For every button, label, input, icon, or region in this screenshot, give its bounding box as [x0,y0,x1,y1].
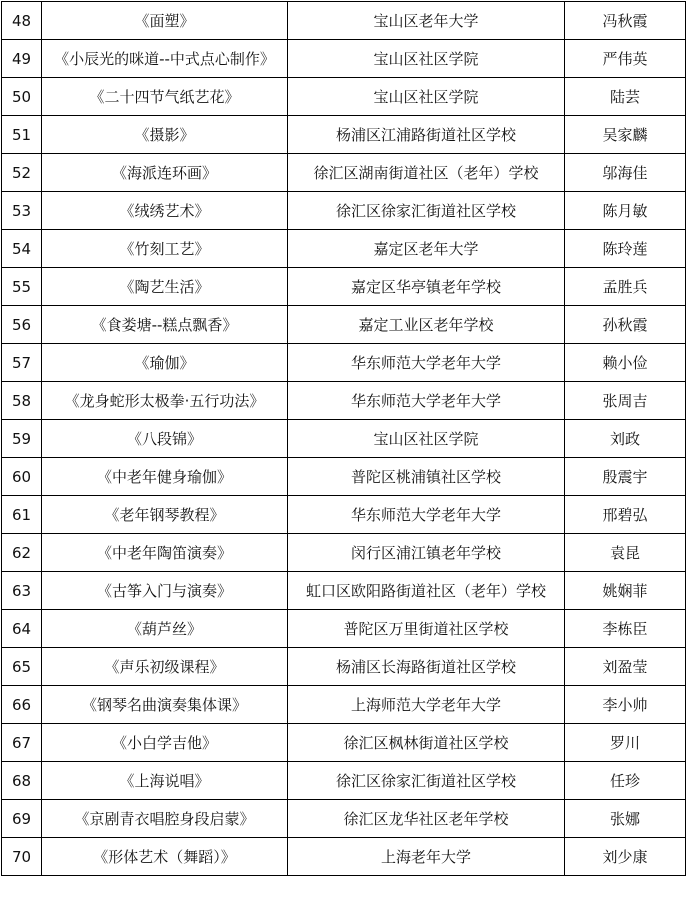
table-row [2,344,686,382]
table-row [2,648,686,686]
row-number: 68 [2,762,42,800]
table-row [2,762,686,800]
row-number: 54 [2,230,42,268]
row-number: 57 [2,344,42,382]
row-number: 58 [2,382,42,420]
table-row [2,382,686,420]
course-name: 《京剧青衣唱腔身段启蒙》 [42,800,288,838]
course-table-body [2,2,686,876]
teacher-name: 张娜 [565,800,686,838]
row-number: 61 [2,496,42,534]
table-row [2,230,686,268]
course-name: 《声乐初级课程》 [42,648,288,686]
row-number: 51 [2,116,42,154]
row-number: 60 [2,458,42,496]
school-name: 普陀区万里街道社区学校 [288,610,565,648]
school-name: 徐汇区湖南街道社区（老年）学校 [288,154,565,192]
teacher-name: 刘盈莹 [565,648,686,686]
school-name: 闵行区浦江镇老年学校 [288,534,565,572]
teacher-name: 陈月敏 [565,192,686,230]
table-row [2,268,686,306]
row-number: 55 [2,268,42,306]
table-row [2,610,686,648]
course-table [1,1,686,876]
teacher-name: 李栋臣 [565,610,686,648]
course-name: 《海派连环画》 [42,154,288,192]
table-row [2,40,686,78]
table-row [2,458,686,496]
row-number: 53 [2,192,42,230]
school-name: 徐汇区枫林街道社区学校 [288,724,565,762]
school-name: 宝山区社区学院 [288,420,565,458]
school-name: 杨浦区江浦路街道社区学校 [288,116,565,154]
row-number: 59 [2,420,42,458]
school-name: 上海老年大学 [288,838,565,876]
course-name: 《二十四节气纸艺花》 [42,78,288,116]
course-name: 《小白学吉他》 [42,724,288,762]
course-name: 《八段锦》 [42,420,288,458]
table-row [2,116,686,154]
school-name: 华东师范大学老年大学 [288,496,565,534]
table-row [2,154,686,192]
course-name: 《上海说唱》 [42,762,288,800]
school-name: 上海师范大学老年大学 [288,686,565,724]
row-number: 48 [2,2,42,40]
course-name: 《食娄塘--糕点飘香》 [42,306,288,344]
table-row [2,534,686,572]
table-row [2,2,686,40]
course-name: 《葫芦丝》 [42,610,288,648]
teacher-name: 李小帅 [565,686,686,724]
table-row [2,420,686,458]
course-name: 《中老年陶笛演奏》 [42,534,288,572]
teacher-name: 冯秋霞 [565,2,686,40]
table-row [2,192,686,230]
row-number: 50 [2,78,42,116]
teacher-name: 姚娴菲 [565,572,686,610]
course-name: 《陶艺生活》 [42,268,288,306]
teacher-name: 张周吉 [565,382,686,420]
teacher-name: 吴家麟 [565,116,686,154]
row-number: 49 [2,40,42,78]
table-row [2,724,686,762]
row-number: 62 [2,534,42,572]
school-name: 嘉定区老年大学 [288,230,565,268]
school-name: 宝山区老年大学 [288,2,565,40]
teacher-name: 刘政 [565,420,686,458]
row-number: 64 [2,610,42,648]
table-row [2,306,686,344]
course-name: 《竹刻工艺》 [42,230,288,268]
course-name: 《面塑》 [42,2,288,40]
school-name: 徐汇区徐家汇街道社区学校 [288,762,565,800]
row-number: 63 [2,572,42,610]
table-row [2,800,686,838]
table-row [2,496,686,534]
teacher-name: 刘少康 [565,838,686,876]
teacher-name: 罗川 [565,724,686,762]
course-name: 《古筝入门与演奏》 [42,572,288,610]
teacher-name: 邬海佳 [565,154,686,192]
teacher-name: 孟胜兵 [565,268,686,306]
row-number: 66 [2,686,42,724]
teacher-name: 陈玲莲 [565,230,686,268]
school-name: 华东师范大学老年大学 [288,382,565,420]
teacher-name: 严伟英 [565,40,686,78]
course-name: 《龙身蛇形太极拳·五行功法》 [42,382,288,420]
school-name: 普陀区桃浦镇社区学校 [288,458,565,496]
teacher-name: 袁昆 [565,534,686,572]
teacher-name: 邢碧弘 [565,496,686,534]
teacher-name: 任珍 [565,762,686,800]
course-name: 《绒绣艺术》 [42,192,288,230]
school-name: 宝山区社区学院 [288,78,565,116]
school-name: 宝山区社区学院 [288,40,565,78]
teacher-name: 赖小俭 [565,344,686,382]
table-row [2,572,686,610]
course-name: 《形体艺术（舞蹈）》 [42,838,288,876]
school-name: 徐汇区龙华社区老年学校 [288,800,565,838]
course-name: 《中老年健身瑜伽》 [42,458,288,496]
row-number: 65 [2,648,42,686]
table-row [2,686,686,724]
course-name: 《摄影》 [42,116,288,154]
row-number: 52 [2,154,42,192]
school-name: 杨浦区长海路街道社区学校 [288,648,565,686]
row-number: 56 [2,306,42,344]
row-number: 70 [2,838,42,876]
table-row [2,78,686,116]
school-name: 徐汇区徐家汇街道社区学校 [288,192,565,230]
teacher-name: 陆芸 [565,78,686,116]
teacher-name: 孙秋霞 [565,306,686,344]
row-number: 69 [2,800,42,838]
school-name: 嘉定工业区老年学校 [288,306,565,344]
course-name: 《钢琴名曲演奏集体课》 [42,686,288,724]
school-name: 嘉定区华亭镇老年学校 [288,268,565,306]
course-name: 《老年钢琴教程》 [42,496,288,534]
row-number: 67 [2,724,42,762]
course-name: 《小辰光的咪道--中式点心制作》 [42,40,288,78]
school-name: 虹口区欧阳路街道社区（老年）学校 [288,572,565,610]
teacher-name: 殷震宇 [565,458,686,496]
school-name: 华东师范大学老年大学 [288,344,565,382]
table-row [2,838,686,876]
course-name: 《瑜伽》 [42,344,288,382]
